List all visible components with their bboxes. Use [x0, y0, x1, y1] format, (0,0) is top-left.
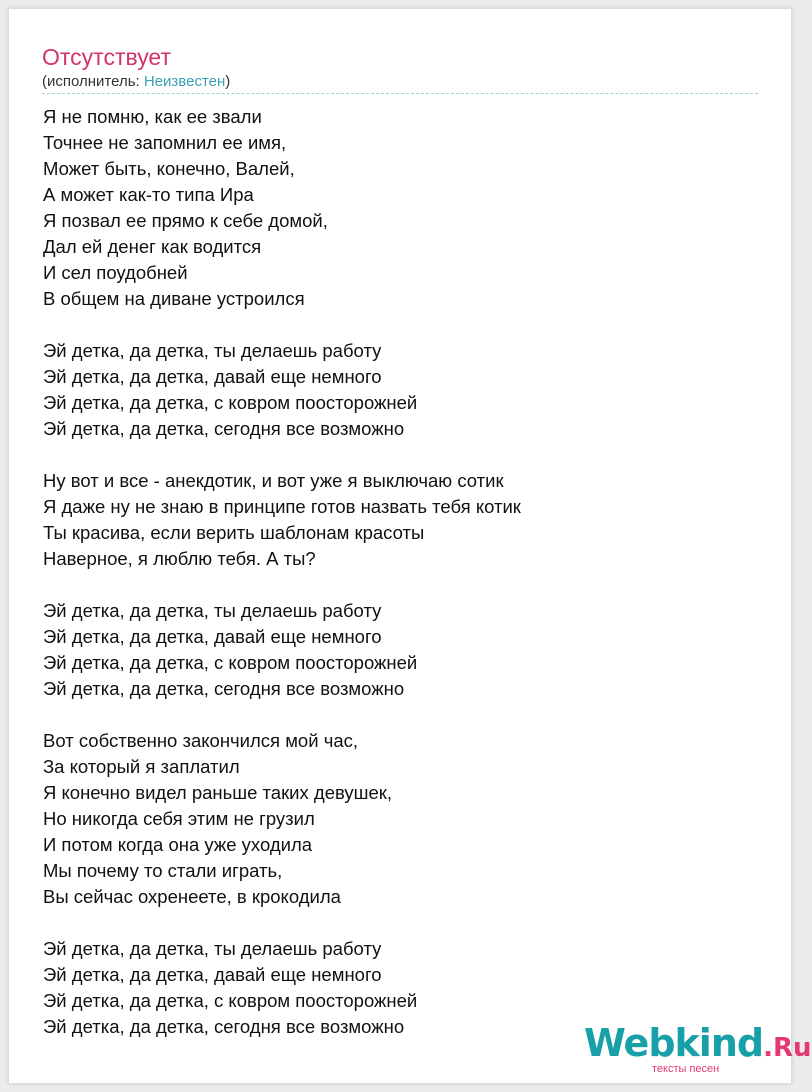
lyric-line: Я даже ну не знаю в принципе готов назвать тебя котик	[43, 496, 521, 517]
logo-tagline: тексты песен	[652, 1063, 720, 1075]
lyric-line: Точнее не запомнил ее имя,	[43, 132, 287, 153]
lyric-line: Эй детка, да детка, ты делаешь работу	[43, 938, 382, 959]
lyric-line: Вот собственно закончился мой час,	[43, 730, 359, 751]
lyric-line: Эй детка, да детка, давай еще немного	[43, 964, 382, 985]
lyric-line: В общем на диване устроился	[43, 288, 305, 309]
lyric-line: Эй детка, да детка, сегодня все возможно	[43, 678, 405, 699]
artist-link[interactable]: Неизвестен	[143, 73, 226, 90]
lyric-line: Я конечно видел раньше таких девушек,	[43, 782, 393, 803]
lyric-line: Эй детка, да детка, давай еще немного	[43, 366, 382, 387]
lyric-line: Я позвал ее прямо к себе домой,	[43, 210, 328, 231]
lyric-line: Наверное, я люблю тебя. А ты?	[43, 548, 316, 569]
lyric-line: Эй детка, да детка, сегодня все возможно	[43, 1016, 405, 1037]
lyrics-body	[43, 104, 743, 1040]
stanza	[43, 468, 743, 572]
lyric-line: Эй детка, да детка, с ковром поосторожней	[43, 990, 418, 1011]
lyric-line: Вы сейчас охренеете, в крокодила	[43, 886, 341, 907]
lyric-line: Ты красива, если верить шаблонам красоты	[43, 522, 425, 543]
stanza	[43, 598, 743, 702]
artist-prefix: (исполнитель:	[42, 73, 144, 90]
stanza	[43, 104, 743, 312]
logo-tld: .Ru	[763, 1033, 812, 1063]
stanza	[43, 338, 743, 442]
song-title: Отсутствует	[42, 44, 171, 70]
lyric-line: Эй детка, да детка, давай еще немного	[43, 626, 382, 647]
logo-name: Webkind	[584, 1021, 764, 1065]
lyric-line: За который я заплатил	[43, 756, 240, 777]
lyric-line: А может как-то типа Ира	[43, 184, 254, 205]
lyric-line: И сел поудобней	[43, 262, 188, 283]
lyric-line: И потом когда она уже уходила	[43, 834, 313, 855]
artist-suffix: )	[225, 73, 231, 90]
lyric-line: Может быть, конечно, Валей,	[43, 158, 295, 179]
lyric-line: Эй детка, да детка, ты делаешь работу	[43, 340, 382, 361]
lyric-line: Эй детка, да детка, сегодня все возможно	[43, 418, 405, 439]
lyric-line: Эй детка, да детка, ты делаешь работу	[43, 600, 382, 621]
artist-line	[42, 73, 230, 91]
site-logo[interactable]	[584, 1021, 812, 1081]
lyric-line: Ну вот и все - анекдотик, и вот уже я выключаю сотик	[43, 470, 504, 491]
page-sheet	[8, 8, 812, 1084]
lyric-line: Я не помню, как ее звали	[43, 106, 262, 127]
lyric-line: Эй детка, да детка, с ковром поосторожней	[43, 392, 418, 413]
lyric-line: Эй детка, да детка, с ковром поосторожней	[43, 652, 418, 673]
divider	[42, 93, 758, 94]
lyric-line: Мы почему то стали играть,	[43, 860, 283, 881]
stanza	[43, 728, 743, 910]
lyric-line: Дал ей денег как водится	[43, 236, 262, 257]
lyric-line: Но никогда себя этим не грузил	[43, 808, 315, 829]
